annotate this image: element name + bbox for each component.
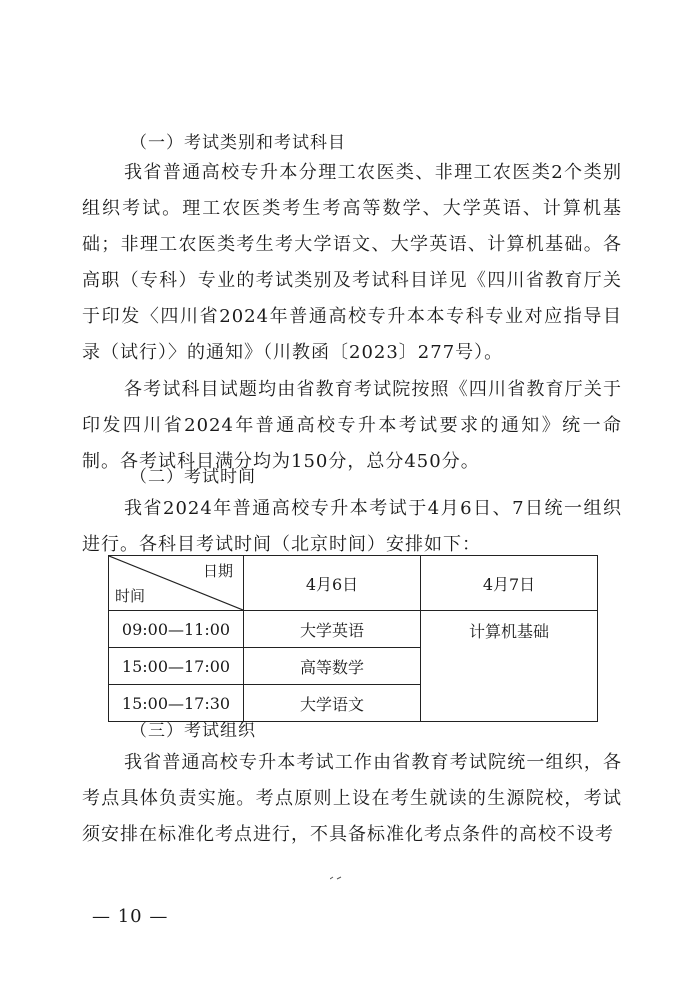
table-row — [109, 611, 598, 648]
section-2-heading: （二）考试时间 — [130, 467, 256, 487]
section-1-paragraph-1: 我省普通高校专升本分理工农医类、非理工农医类2个类别组织考试。理工农医类考生考高等数学、大学英语、计算机基础；非理工农医类考生考大学语文、大学英语、计算机基础。各高职（专科）专业的考试类别及考试科目详见《四川省教育厅关于印发〈四川省2024年普通高校专升本本专科专业对应指导目录（试行）〉的通知》（川教函〔2023〕277号）。 — [82, 162, 622, 363]
exam-schedule-table — [108, 555, 598, 722]
table-cell-time: 15:00—17:30 — [109, 685, 244, 722]
section-1-heading: （一）考试类别和考试科目 — [130, 133, 346, 153]
table-cell-time: 15:00—17:00 — [109, 648, 244, 685]
table-cell-day2: 计算机基础 — [421, 611, 598, 722]
section-2-paragraph-1: 我省2024年普通高校专升本考试于4月6日、7日统一组织进行。各科目考试时间（北京时间）安排如下： — [82, 498, 622, 555]
page-number: — 10 — — [92, 906, 169, 927]
table-cell-day1: 大学语文 — [244, 685, 421, 722]
table-cell-day1: 高等数学 — [244, 648, 421, 685]
table-cell-time: 09:00—11:00 — [109, 611, 244, 648]
section-1-paragraph-2: 各考试科目试题均由省教育考试院按照《四川省教育厅关于印发四川省2024年普通高校专升本考试要求的通知》统一命制。各考试科目满分均为150分，总分450分。 — [82, 379, 622, 472]
scan-speck-mark — [330, 876, 342, 880]
section-3-heading: （三）考试组织 — [130, 721, 256, 741]
table-header-row — [109, 556, 598, 611]
corner-time-label: 时间 — [115, 587, 146, 605]
table-header-day2: 4月7日 — [421, 556, 598, 611]
table-cell-day1: 大学英语 — [244, 611, 421, 648]
corner-date-label: 日期 — [202, 562, 233, 580]
table-corner-cell — [109, 556, 244, 611]
table-header-day1: 4月6日 — [244, 556, 421, 611]
section-3-paragraph-1: 我省普通高校专升本考试工作由省教育考试院统一组织，各考点具体负责实施。考点原则上设在考生就读的生源院校，考试须安排在标准化考点进行，不具备标准化考点条件的高校不设考 — [82, 752, 622, 845]
